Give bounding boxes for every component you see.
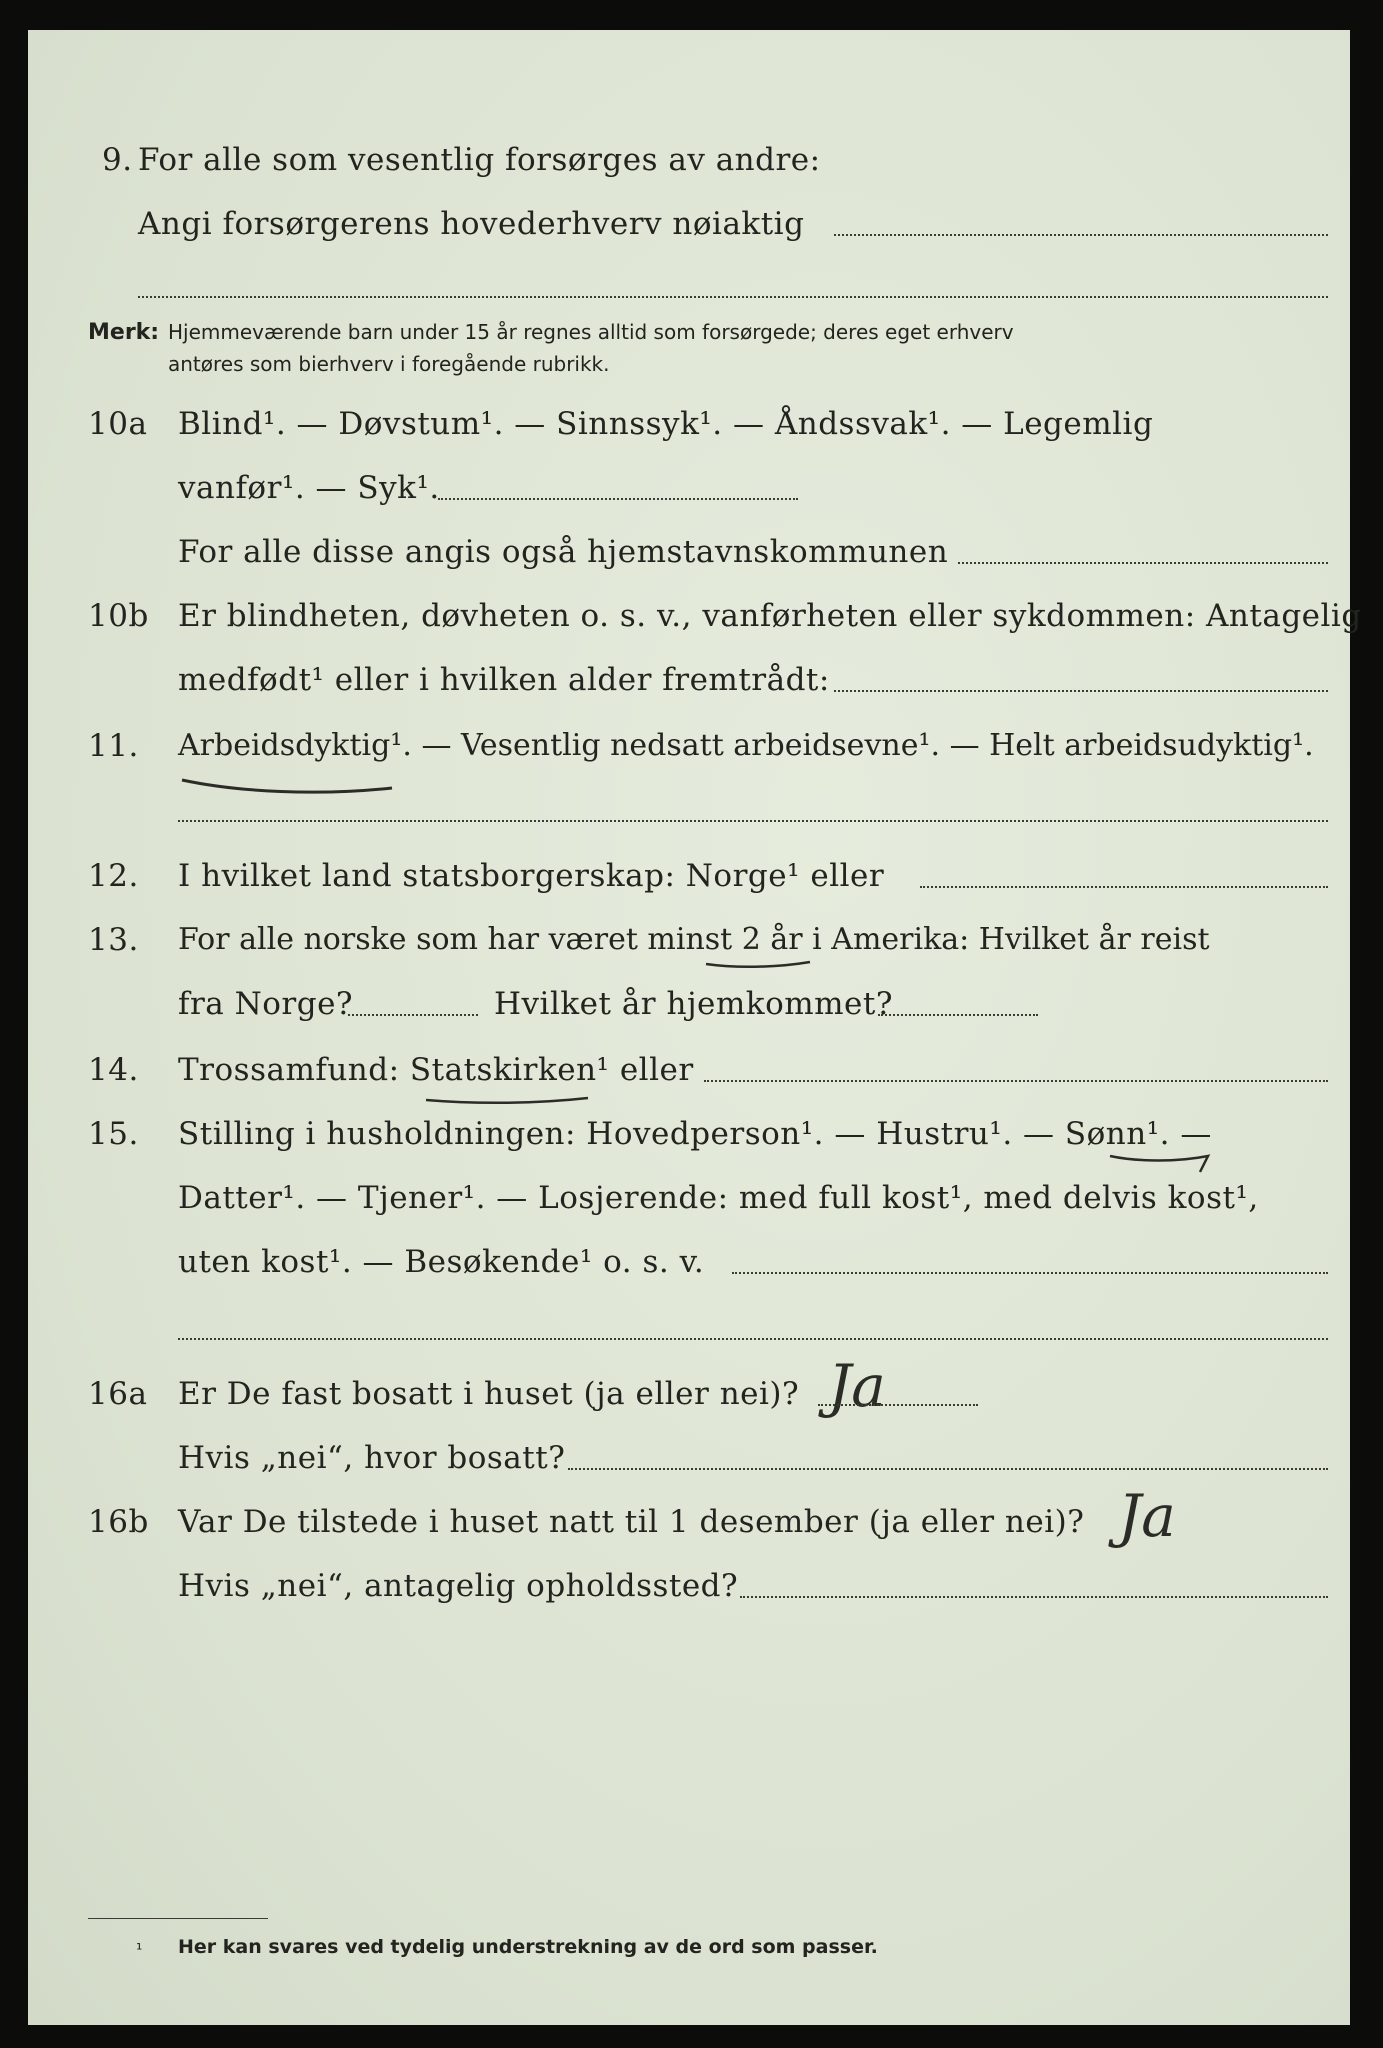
q13-line2b: Hvilket år hjemkommet? bbox=[494, 986, 893, 1022]
q9-number: 9. bbox=[102, 142, 133, 178]
q10b-line1: Er blindheten, døvheten o. s. v., vanførheten eller sykdommen: Antagelig bbox=[178, 598, 1362, 634]
footnote-text: Her kan svares ved tydelig understrekning av de ord som passer. bbox=[178, 1936, 878, 1958]
q10a-line1: Blind¹. — Døvstum¹. — Sinnssyk¹. — Åndssvak¹. — Legemlig bbox=[178, 406, 1154, 442]
q16a-number: 16a bbox=[88, 1376, 148, 1412]
footnote-mark: ¹ bbox=[136, 1940, 143, 1959]
q15-separator bbox=[178, 1338, 1328, 1340]
q13-reist-field[interactable] bbox=[348, 1014, 478, 1016]
footnote-rule bbox=[88, 1918, 268, 1919]
q13-hjemkommet-field[interactable] bbox=[878, 1014, 1038, 1016]
merk-line2: antøres som bierhverv i foregående rubrikk. bbox=[168, 352, 610, 376]
q12-number: 12. bbox=[88, 858, 139, 894]
q9-line1: For alle som vesentlig forsørges av andre: bbox=[138, 142, 821, 178]
q16a-answer-field[interactable] bbox=[818, 1404, 978, 1406]
merk-line1: Hjemmeværende barn under 15 år regnes alltid som forsørgede; deres eget erhverv bbox=[168, 320, 1014, 344]
q11-line1: Arbeidsdyktig¹. — Vesentlig nedsatt arbeidsevne¹. — Helt arbeidsudyktig¹. bbox=[178, 728, 1314, 763]
q16b-line1: Var De tilstede i huset natt til 1 desember (ja eller nei)? bbox=[178, 1504, 1085, 1540]
q14-line1: Trossamfund: Statskirken¹ eller bbox=[178, 1052, 694, 1088]
q11-separator bbox=[178, 820, 1328, 822]
q11-underline-mark bbox=[178, 768, 398, 798]
q13-underline-mark bbox=[704, 956, 814, 972]
q14-underline-mark bbox=[424, 1092, 594, 1108]
q14-number: 14. bbox=[88, 1052, 139, 1088]
q16a-line2: Hvis „nei“, hvor bosatt? bbox=[178, 1440, 566, 1476]
q13-number: 13. bbox=[88, 922, 139, 958]
q10b-number: 10b bbox=[88, 598, 149, 634]
q16b-line2: Hvis „nei“, antagelig opholdssted? bbox=[178, 1568, 739, 1604]
q12-land-field[interactable] bbox=[920, 886, 1328, 888]
q10b-line2: medfødt¹ eller i hvilken alder fremtrådt: bbox=[178, 662, 830, 698]
q12-line1: I hvilket land statsborgerskap: Norge¹ eller bbox=[178, 858, 885, 894]
q15-line1: Stilling i husholdningen: Hovedperson¹. — Hustru¹. — Sønn¹. — bbox=[178, 1116, 1212, 1152]
q16b-number: 16b bbox=[88, 1504, 149, 1540]
q15-number: 15. bbox=[88, 1116, 139, 1152]
q10a-number: 10a bbox=[88, 406, 148, 442]
census-form-page bbox=[28, 30, 1362, 2025]
q16b-opholdssted-field[interactable] bbox=[740, 1596, 1328, 1598]
q11-number: 11. bbox=[88, 728, 139, 764]
q15-stilling-field[interactable] bbox=[732, 1272, 1328, 1274]
q9-answer-field[interactable] bbox=[834, 234, 1328, 236]
q10a-hjemstavn-field[interactable] bbox=[958, 562, 1328, 564]
q15-line2: Datter¹. — Tjener¹. — Losjerende: med full kost¹, med delvis kost¹, bbox=[178, 1180, 1259, 1216]
q10a-line2: vanfør¹. — Syk¹. bbox=[178, 470, 440, 506]
q13-line2a: fra Norge? bbox=[178, 986, 354, 1022]
q14-trossamfund-field[interactable] bbox=[704, 1080, 1328, 1082]
q15-underline-mark bbox=[1108, 1150, 1218, 1178]
q9-answer-line2[interactable] bbox=[138, 296, 1328, 298]
q16b-handwritten-answer: Ja bbox=[1118, 1482, 1176, 1550]
q9-line2: Angi forsørgerens hovederhverv nøiaktig bbox=[138, 206, 805, 242]
q16a-handwritten-answer: Ja bbox=[828, 1352, 886, 1420]
q10b-alder-field[interactable] bbox=[834, 690, 1328, 692]
merk-label: Merk: bbox=[88, 320, 160, 345]
q10a-syk-field[interactable] bbox=[438, 498, 798, 500]
q16a-line1: Er De fast bosatt i huset (ja eller nei)? bbox=[178, 1376, 800, 1412]
q16a-bosatt-field[interactable] bbox=[568, 1468, 1328, 1470]
q10a-line3: For alle disse angis også hjemstavnskommunen bbox=[178, 534, 949, 570]
q13-line1: For alle norske som har været minst 2 år i Amerika: Hvilket år reist bbox=[178, 922, 1210, 957]
q15-line3: uten kost¹. — Besøkende¹ o. s. v. bbox=[178, 1244, 705, 1280]
